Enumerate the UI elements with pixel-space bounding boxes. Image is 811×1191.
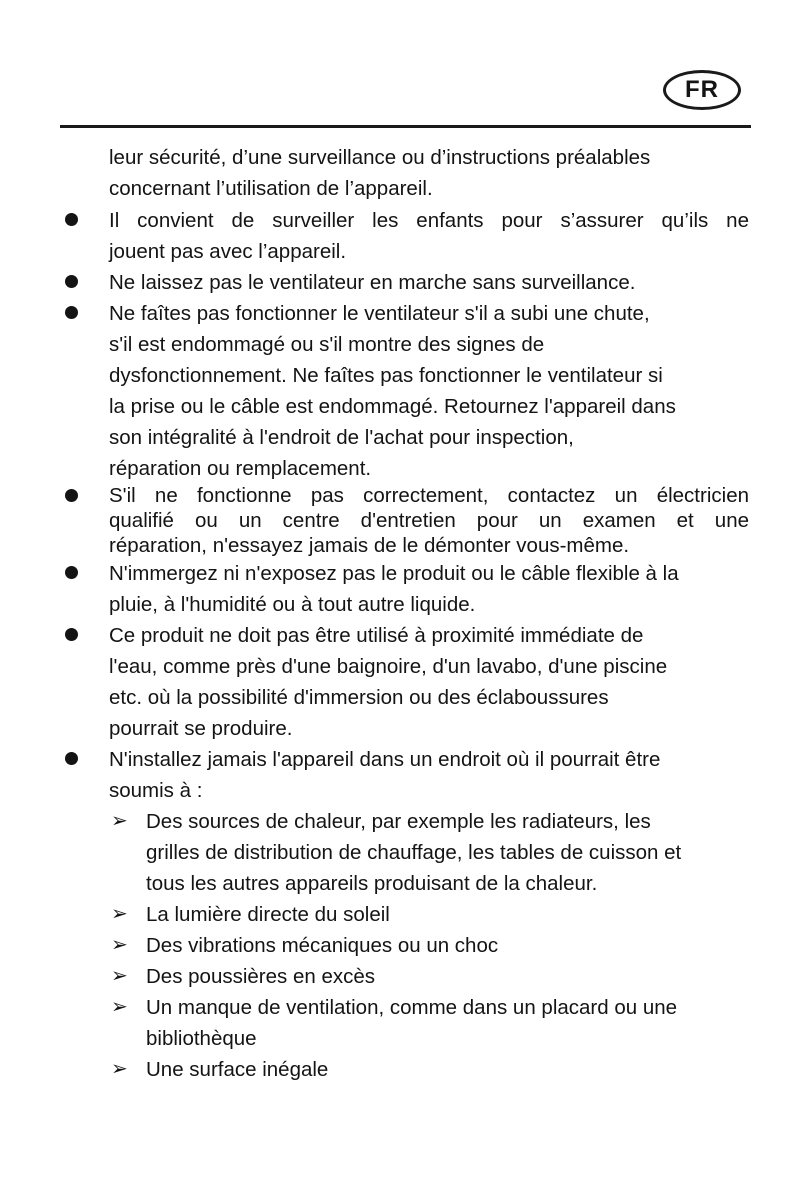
bullet-icon <box>65 275 78 288</box>
text-line: La lumière directe du soleil <box>146 903 390 926</box>
text-line: la prise ou le câble est endommagé. Retournez l'appareil dans <box>109 395 676 418</box>
text-line: Des sources de chaleur, par exemple les radiateurs, les <box>146 810 651 833</box>
text-line: pluie, à l'humidité ou à tout autre liquide. <box>109 593 476 616</box>
text-line: l'eau, comme près d'une baignoire, d'un lavabo, d'une piscine <box>109 655 668 678</box>
text-line: son intégralité à l'endroit de l'achat pour inspection, <box>109 426 574 449</box>
text-line: Il convient de surveiller les enfants pour s’assurer qu’ils ne <box>109 209 749 232</box>
bullet-icon <box>65 306 78 319</box>
text-line: tous les autres appareils produisant de la chaleur. <box>146 872 598 895</box>
text-line: N'immergez ni n'exposez pas le produit ou le câble flexible à la <box>109 562 679 585</box>
arrow-bullet-icon: ➢ <box>111 810 128 832</box>
text-line: concernant l’utilisation de l’appareil. <box>109 177 433 200</box>
bullet-icon <box>65 489 78 502</box>
bullet-icon <box>65 566 78 579</box>
arrow-bullet-icon: ➢ <box>111 965 128 987</box>
text-line: bibliothèque <box>146 1027 257 1050</box>
text-line: réparation, n'essayez jamais de le démonter vous-même. <box>109 534 630 557</box>
text-line: Un manque de ventilation, comme dans un placard ou une <box>146 996 678 1019</box>
text-line: etc. où la possibilité d'immersion ou des éclaboussures <box>109 686 609 709</box>
arrow-bullet-icon: ➢ <box>111 934 128 956</box>
text-line: N'installez jamais l'appareil dans un endroit où il pourrait être <box>109 748 661 771</box>
text-line: Ne laissez pas le ventilateur en marche sans surveillance. <box>109 271 636 294</box>
text-line: Une surface inégale <box>146 1058 329 1081</box>
language-badge: FR <box>663 70 741 110</box>
bullet-icon <box>65 752 78 765</box>
text-line: Des poussières en excès <box>146 965 376 988</box>
text-line: soumis à : <box>109 779 203 802</box>
text-line: qualifié ou un centre d'entretien pour un examen et une <box>109 509 749 532</box>
text-line: réparation ou remplacement. <box>109 457 372 480</box>
text-line: s'il est endommagé ou s'il montre des signes de <box>109 333 545 356</box>
text-line: leur sécurité, d’une surveillance ou d’instructions préalables <box>109 146 651 169</box>
arrow-bullet-icon: ➢ <box>111 903 128 925</box>
text-line: Ce produit ne doit pas être utilisé à proximité immédiate de <box>109 624 644 647</box>
text-line: Ne faîtes pas fonctionner le ventilateur s'il a subi une chute, <box>109 302 650 325</box>
text-line: dysfonctionnement. Ne faîtes pas fonctionner le ventilateur si <box>109 364 663 387</box>
text-line: S'il ne fonctionne pas correctement, contactez un électricien <box>109 484 749 507</box>
bullet-icon <box>65 628 78 641</box>
arrow-bullet-icon: ➢ <box>111 1058 128 1080</box>
text-line: pourrait se produire. <box>109 717 293 740</box>
arrow-bullet-icon: ➢ <box>111 996 128 1018</box>
header-divider <box>60 125 751 128</box>
bullet-icon <box>65 213 78 226</box>
text-line: Des vibrations mécaniques ou un choc <box>146 934 499 957</box>
text-line: grilles de distribution de chauffage, les tables de cuisson et <box>146 841 682 864</box>
text-line: jouent pas avec l’appareil. <box>109 240 347 263</box>
